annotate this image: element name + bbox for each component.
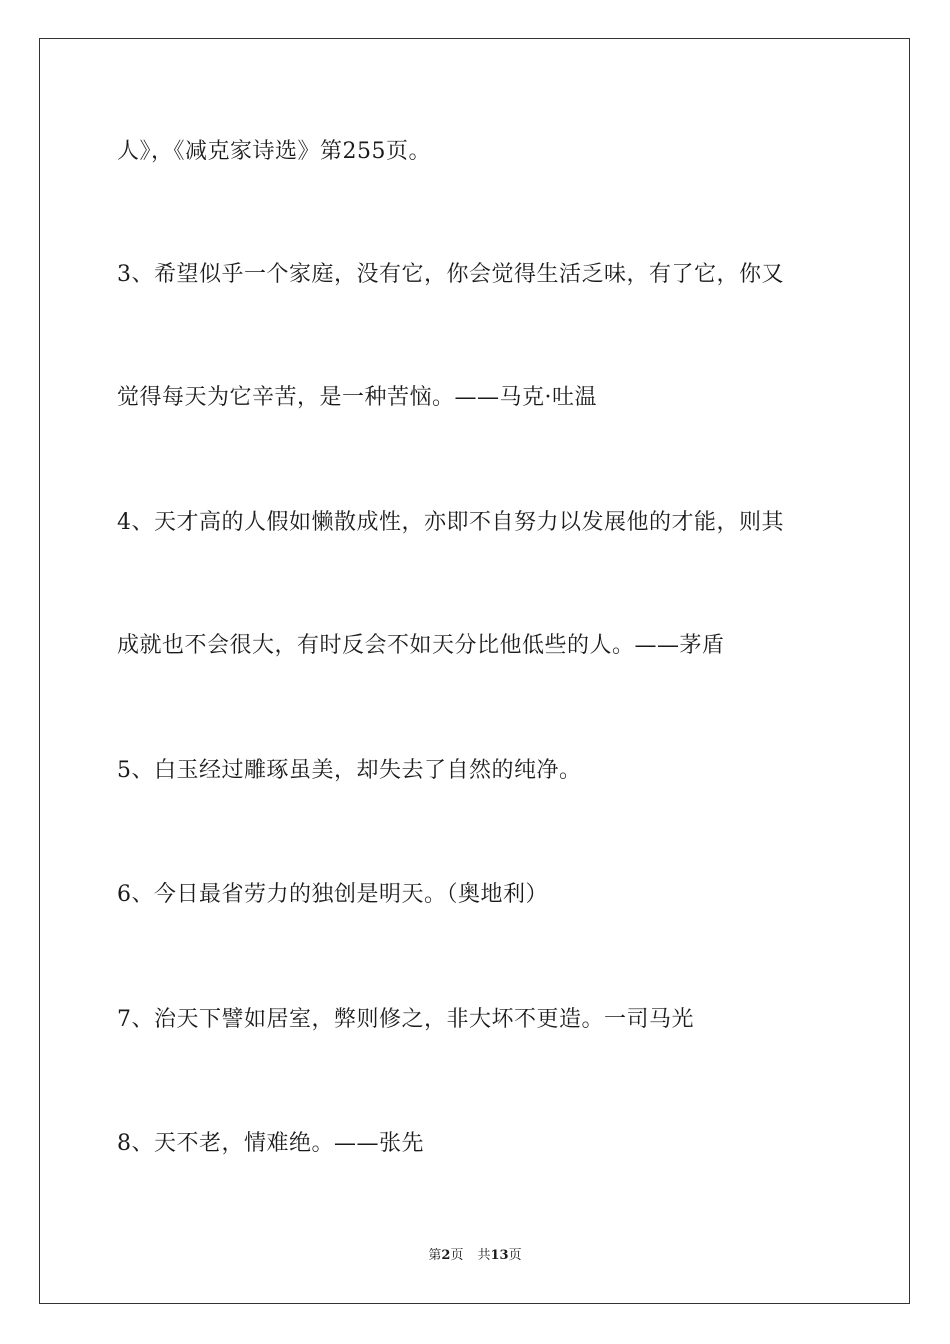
- page-border: [39, 38, 910, 1304]
- text-line-3: 觉得每天为它辛苦，是一种苦恼。——马克·吐温: [117, 385, 597, 410]
- text-line-9: 8、天不老，情难绝。——张先: [117, 1131, 424, 1156]
- total-suffix: 页: [508, 1248, 522, 1263]
- text-line-7: 6、今日最省劳力的独创是明天。（奥地利）: [117, 882, 548, 907]
- page-number: 2: [441, 1248, 451, 1263]
- text-line-5: 成就也不会很大，有时反会不如天分比他低些的人。——茅盾: [117, 633, 725, 658]
- text-line-1: 人》，《减克家诗选》第255页。: [117, 139, 431, 164]
- total-pages: 13: [490, 1248, 509, 1263]
- text-line-8: 7、治天下譬如居室，弊则修之，非大坏不更造。一司马光: [117, 1007, 694, 1032]
- page-prefix: 第: [428, 1248, 442, 1263]
- page-suffix: 页: [450, 1248, 464, 1263]
- text-line-4: 4、天才高的人假如懒散成性，亦即不自努力以发展他的才能，则其: [117, 510, 784, 535]
- total-prefix: 共: [477, 1248, 491, 1263]
- text-line-6: 5、白玉经过雕琢虽美，却失去了自然的纯净。: [117, 758, 582, 783]
- text-line-2: 3、希望似乎一个家庭，没有它，你会觉得生活乏味，有了它，你又: [117, 262, 784, 287]
- page-footer: [0, 1247, 950, 1265]
